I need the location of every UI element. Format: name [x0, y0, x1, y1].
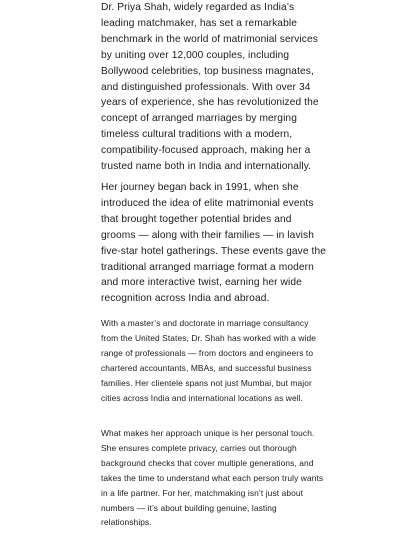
paragraph-approach: What makes her approach unique is her personal touch. She ensures complete privacy, carries out thorough background checks that cover multiple generations, and takes the time to understand what each person truly wants in a life partner. For her, matchmaking isn’t just about numbers — it’s about building genuine, lasting relationships. — [101, 428, 324, 528]
paragraph-intro: Dr. Priya Shah, widely regarded as India’s leading matchmaker, has set a remarkable benchmark in the world of matrimonial services by uniting over 12,000 couples, including Bollywood celebrities, top business magnates, and distinguished professionals. With over 34 years of experience, she has revolutionized the concept of arranged marriages by merging timeless cultural traditions with a modern, compatibility-focused approach, making her a trusted name both in India and internationally. — [101, 2, 319, 173]
paragraph-journey: Her journey began back in 1991, when she introduced the idea of elite matrimonial events that brought together potential brides and grooms — along with their families — in lavish five-star hotel gatherings. These events gave the traditional arranged marriage format a modern and more interactive twist, earning her wide recognition across India and abroad. — [101, 182, 327, 305]
paragraph-education: With a master’s and doctorate in marriage consultancy from the United States, Dr. Shah has worked with a wide range of professionals — from doctors and engineers to chartered accountants, MBAs, and successful business families. Her clientele spans not just Mumbai, but major cities across India and international locations as well. — [101, 318, 316, 403]
